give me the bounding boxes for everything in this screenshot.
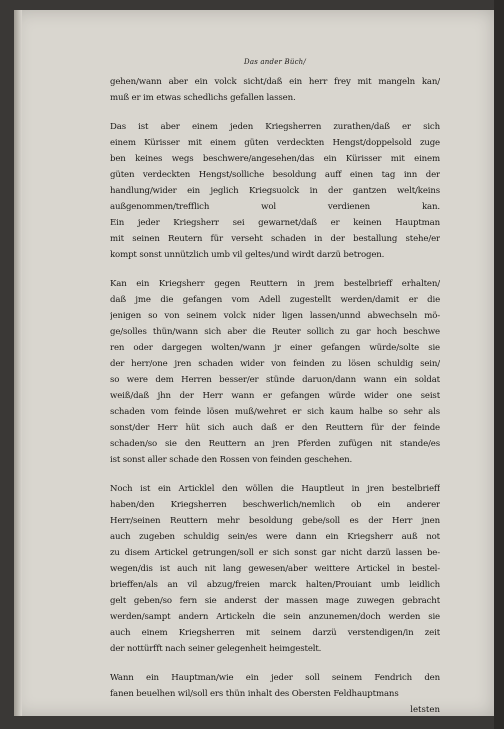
paragraph-gap — [110, 657, 440, 670]
text-line: gelt geben/so fern sie anderst der massen mage zuwegen gebracht — [110, 596, 440, 606]
text-line: schaden/so sie den Reuttern an jren Pferden zufügen nit stande/es — [110, 439, 440, 449]
text-line: muß er im etwas schedlichs gefallen lassen. — [110, 93, 296, 103]
paragraph — [110, 670, 440, 702]
paragraph — [110, 481, 440, 657]
paragraph-gap — [110, 263, 440, 276]
text-line: auch zugeben schuldig sein/es were dann ein Kriegsherr auß not — [110, 532, 440, 542]
paragraph-gap — [110, 468, 440, 481]
text-line: zu disem Artickel getrungen/soll er sich sonst gar nicht darzü lassen be- — [110, 548, 440, 558]
paragraph — [110, 276, 440, 468]
text-line: jenigen so von seinem volck nider ligen lassen/unnd abwechseln mö- — [110, 311, 440, 321]
text-line: der herr/one jren schaden wider von feinden zu lösen schuldig sein/ — [110, 359, 440, 369]
text-line: ist sonst aller schade den Rossen von feinden geschehen. — [110, 455, 353, 465]
text-line: ben keines wegs beschwere/angesehen/das ein Kürisser mit einem — [110, 154, 440, 164]
text-line: mit seinen Reutern für verseht schaden in der bestallung stehe/er — [110, 234, 440, 244]
text-line: fanen beuelhen wil/soll ers thün inhalt des Obersten Feldhauptmans — [110, 689, 399, 699]
text-line: Wann ein Hauptman/wie ein jeder soll seinem Fendrich den — [110, 673, 440, 683]
text-line: außgenommen/trefflich wol verdienen kan. — [110, 202, 440, 212]
text-line: einem Kürisser mit einem güten verdeckten Hengst/doppelsold zuge — [110, 138, 440, 148]
text-line: Kan ein Kriegsherr gegen Reuttern in jrem bestelbrieff erhalten/ — [110, 279, 440, 289]
text-line: handlung/wider ein jeglich Kriegsuolck in der gantzen welt/keins — [110, 186, 440, 196]
text-line: Ein jeder Kriegsherr sei gewarnet/daß er keinen Hauptman — [110, 218, 440, 228]
text-line: wegen/dis ist auch nit lang gewesen/aber weittere Artickel in bestel- — [110, 564, 440, 574]
text-line: weiß/daß jhn der Herr wann er gefangen würde wider one seist — [110, 391, 440, 401]
paragraph-list — [110, 74, 440, 702]
text-line: güten verdeckten Hengst/solliche besoldung auff einen tag inn der — [110, 170, 440, 180]
text-line: kompt sonst unnützlich umb vil geltes/und wirdt darzü betrogen. — [110, 250, 385, 260]
paragraph-gap — [110, 106, 440, 119]
paragraph — [110, 119, 440, 263]
text-line: daß jme die gefangen vom Adell zugestellt werden/damit er die — [110, 295, 440, 305]
scan-edge — [494, 0, 504, 729]
running-head: Das ander Büch/ — [244, 58, 306, 66]
text-line: haben/den Kriegsherren beschwerlich/nemlich ob ein anderer — [110, 500, 440, 510]
paragraph — [110, 74, 440, 106]
text-line: gehen/wann aber ein volck sicht/daß ein herr frey mit mangeln kan/ — [110, 77, 440, 87]
text-line: brieffen/als an vil abzug/freien marck halten/Prouiant umb leidlich — [110, 580, 440, 590]
text-line: so were dem Herren besser/er stünde daruon/dann wann ein soldat — [110, 375, 440, 385]
text-line: auch einem Kriegsherren mit seinem darzü verstendigen/in zeit — [110, 628, 440, 638]
catchword: letsten — [410, 705, 440, 715]
text-line: ren oder dargegen wolten/wann jr einer gefangen würde/solte sie — [110, 343, 440, 353]
text-line: Noch ist ein Articklel den wöllen die Hauptleut in jren bestelbrieff — [110, 484, 440, 494]
text-line: werden/sampt andern Artickeln die sein anzunemen/doch werden sie — [110, 612, 440, 622]
text-block — [110, 58, 440, 718]
page-gutter-shadow — [14, 10, 22, 716]
text-line: Herr/seinen Reuttern mehr besoldung gebe/soll es der Herr jnen — [110, 516, 440, 526]
text-line: ge/solles thün/wann sich aber die Reuter sollich zu gar hoch beschwe — [110, 327, 440, 337]
text-line: der nottürfft nach seiner gelegenheit heimgestelt. — [110, 644, 322, 654]
text-line: Das ist aber einem jeden Kriegsherren zurathen/daß er sich — [110, 122, 440, 132]
text-line: sonst/der Herr hüt sich auch daß er den Reuttern für der feinde — [110, 423, 440, 433]
text-line: schaden vom feinde lösen muß/wehret er sich kaum halbe so sehr als — [110, 407, 440, 417]
